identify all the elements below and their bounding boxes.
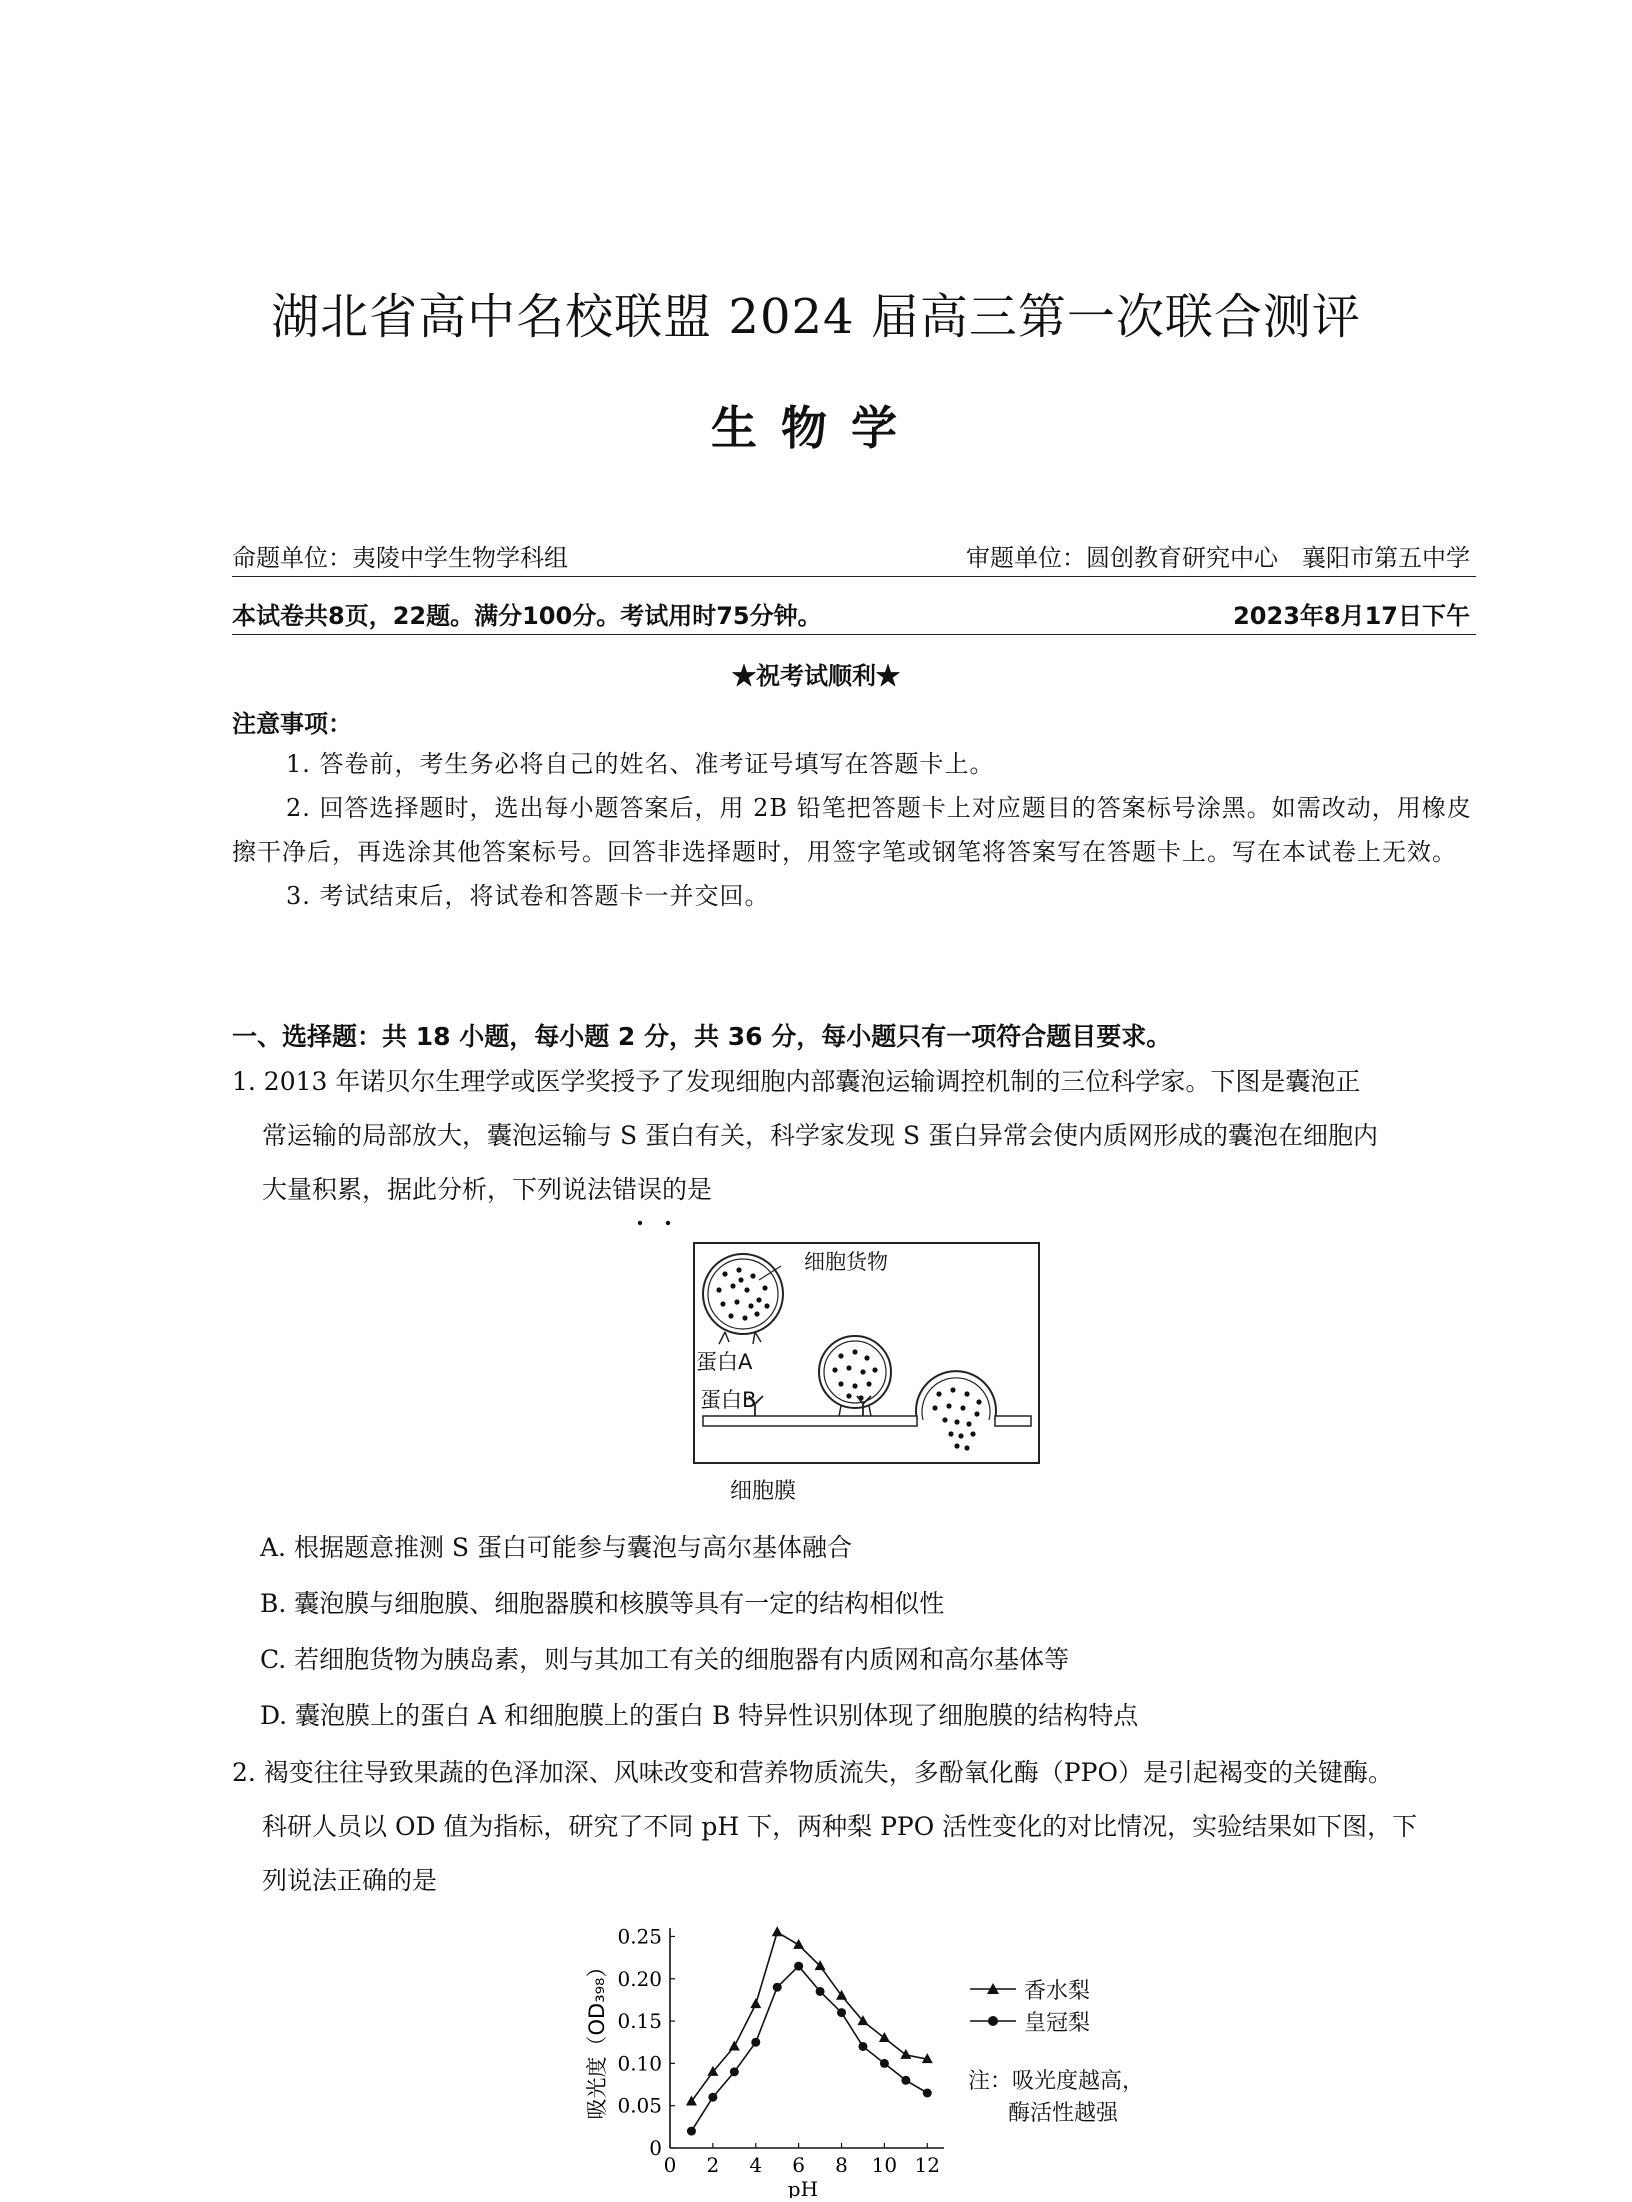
setter-info: 命题单位：夷陵中学生物学科组	[232, 544, 568, 572]
data-point-triangle	[729, 2040, 740, 2050]
y-axis-label: 吸光度（OD₃₉₈）	[585, 1956, 609, 2120]
option-b: B. 囊泡膜与细胞膜、细胞器膜和核膜等具有一定的结构相似性	[260, 1589, 945, 1618]
option-d: D. 囊泡膜上的蛋白 A 和细胞膜上的蛋白 B 特异性识别体现了细胞膜的结构特点	[260, 1701, 1139, 1730]
question-1-line: 常运输的局部放大，囊泡运输与 S 蛋白有关，科学家发现 S 蛋白异常会使内质网形成的囊泡在细胞内	[262, 1121, 1379, 1150]
x-tick-label: 0	[663, 2153, 677, 2177]
note-line: 酶活性越强	[1008, 2101, 1119, 2126]
data-point-circle	[880, 2059, 889, 2068]
membrane-label: 细胞膜	[730, 1479, 797, 1504]
data-point-circle	[773, 1983, 782, 1992]
y-tick-label: 0.05	[617, 2093, 662, 2118]
data-point-circle	[901, 2076, 910, 2085]
circle-icon	[970, 2014, 1016, 2028]
question-2-line: 列说法正确的是	[262, 1866, 438, 1895]
data-point-circle	[730, 2067, 739, 2076]
y-tick-label: 0	[649, 2136, 662, 2160]
reviewer-info: 审题单位：圆创教育研究中心 襄阳市第五中学	[966, 544, 1470, 572]
data-point-triangle	[900, 2049, 911, 2059]
subject-title: 生物学	[711, 401, 921, 455]
legend-label: 皇冠梨	[1024, 2010, 1091, 2036]
notice-list	[232, 742, 1476, 918]
x-tick-label: 6	[792, 2153, 806, 2177]
data-point-triangle	[772, 1926, 783, 1936]
y-tick-label: 0.15	[617, 2009, 662, 2034]
exam-title: 湖北省高中名校联盟 2024 届高三第一次联合测评	[271, 289, 1361, 345]
note-line: 注：吸光度越高，	[968, 2069, 1145, 2094]
x-tick-label: 10	[871, 2153, 898, 2177]
x-tick-label: 4	[749, 2153, 763, 2177]
data-point-circle	[923, 2089, 932, 2098]
x-tick-label: 8	[835, 2153, 848, 2177]
triangle-icon	[970, 1982, 1016, 1996]
question-2-line: 2. 褐变往往导致果蔬的色泽加深、风味改变和营养物质流失，多酚氧化酶（PPO）是引起褐变的关键酶。	[232, 1758, 1393, 1787]
legend-label: 香水梨	[1024, 1978, 1091, 2004]
data-point-triangle	[750, 1998, 761, 2008]
notice-heading: 注意事项：	[232, 710, 352, 738]
blessing: ★祝考试顺利★	[732, 661, 900, 690]
section-heading: 一、选择题：共 18 小题，每小题 2 分，共 36 分，每小题只有一项符合题目要求。	[232, 1022, 1172, 1051]
data-point-triangle	[793, 1939, 804, 1949]
series-line-1	[691, 1966, 927, 2131]
header-rule-bottom	[232, 634, 1476, 635]
x-tick-label: 2	[706, 2153, 720, 2177]
data-point-circle	[837, 2008, 846, 2017]
data-point-circle	[687, 2127, 696, 2136]
header-rule-top	[232, 576, 1476, 577]
chart-note	[968, 2066, 1144, 2130]
question-1	[232, 1055, 1482, 1217]
data-point-circle	[816, 1987, 825, 1996]
y-tick-label: 0.10	[617, 2051, 662, 2076]
ph-chart	[560, 1920, 1180, 2202]
legend-item-xiangshui	[970, 1973, 1090, 2005]
question-2	[232, 1746, 1482, 1908]
protein-a-label: 蛋白A	[696, 1350, 753, 1374]
question-2-line: 科研人员以 OD 值为指标，研究了不同 pH 下，两种梨 PPO 活性变化的对比情况，实验结果如下图，下	[262, 1812, 1418, 1841]
y-tick-label: 0.20	[617, 1966, 662, 1991]
option-a: A. 根据题意推测 S 蛋白可能参与囊泡与高尔基体融合	[260, 1533, 852, 1562]
emphasis-dots	[632, 1212, 692, 1220]
notice-item: 2. 回答选择题时，选出每小题答案后，用 2B 铅笔把答题卡上对应题目的答案标号涂黑。如需改动，用橡皮擦干净后，再选涂其他答案标号。回答非选择题时，用签字笔或钢笔将答案写在答题卡上。写在本试卷上无效。	[232, 794, 1472, 866]
ph-chart-svg	[560, 1920, 1180, 2198]
protein-b-label: 蛋白B	[700, 1388, 757, 1412]
data-point-triangle	[879, 2032, 890, 2042]
data-point-circle	[794, 1962, 803, 1971]
notice-item: 3. 考试结束后，将试卷和答题卡一并交回。	[286, 882, 770, 910]
question-1-line: 1. 2013 年诺贝尔生理学或医学奖授予了发现细胞内部囊泡运输调控机制的三位科学家。下图是囊泡正	[232, 1067, 1361, 1096]
y-tick-label: 0.25	[617, 1924, 662, 1949]
legend-item-huangguan	[970, 2005, 1090, 2037]
data-point-circle	[708, 2093, 717, 2102]
exam-info: 本试卷共8页，22题。满分100分。考试用时75分钟。	[232, 602, 822, 630]
x-axis-label: pH	[787, 2177, 819, 2198]
legend	[970, 1973, 1090, 2037]
series-line-0	[691, 1932, 927, 2101]
x-tick-label: 12	[914, 2153, 941, 2177]
data-point-circle	[858, 2042, 867, 2051]
cargo-label: 细胞货物	[804, 1250, 888, 1274]
option-c: C. 若细胞货物为胰岛素，则与其加工有关的细胞器有内质网和高尔基体等	[260, 1645, 1070, 1674]
exam-date: 2023年8月17日下午	[1233, 602, 1470, 630]
question-1-line: 大量积累，据此分析，下列说法错误的是	[262, 1175, 713, 1204]
notice-item: 1. 答卷前，考生务必将自己的姓名、准考证号填写在答题卡上。	[286, 750, 995, 778]
data-point-circle	[751, 2038, 760, 2047]
